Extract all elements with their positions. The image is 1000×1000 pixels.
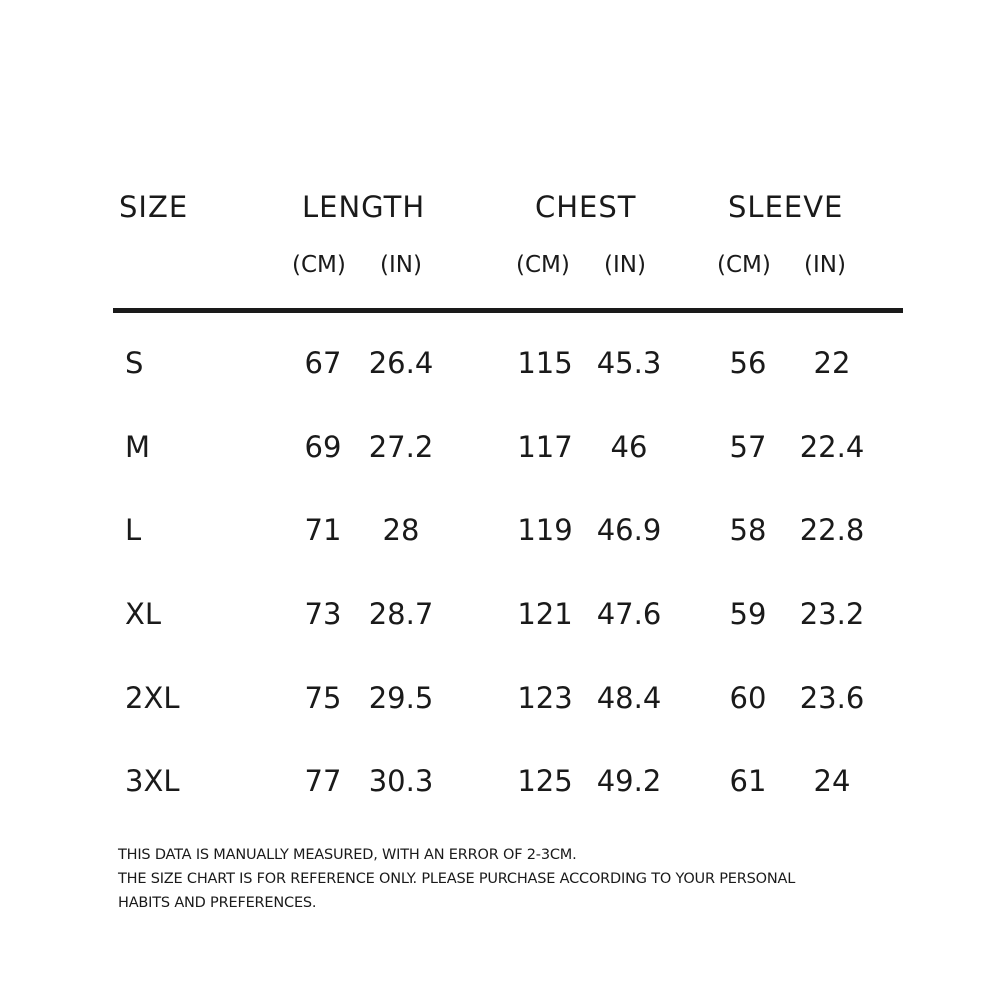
cell-sleeve-in: 22 bbox=[813, 346, 851, 380]
cell-sleeve-in: 22.8 bbox=[799, 513, 865, 547]
unit-length-in: (IN) bbox=[380, 252, 422, 278]
cell-size: S bbox=[125, 346, 144, 380]
cell-sleeve-in: 23.6 bbox=[799, 681, 865, 715]
cell-length-in: 30.3 bbox=[368, 764, 434, 798]
cell-length-in: 28 bbox=[382, 513, 420, 547]
cell-length-cm: 67 bbox=[304, 346, 342, 380]
cell-chest-in: 47.6 bbox=[596, 597, 662, 631]
cell-size: XL bbox=[125, 597, 162, 631]
cell-sleeve-cm: 61 bbox=[729, 764, 767, 798]
cell-chest-cm: 115 bbox=[517, 346, 573, 380]
cell-size: 3XL bbox=[125, 764, 180, 798]
cell-size: L bbox=[125, 513, 142, 547]
cell-sleeve-cm: 60 bbox=[729, 681, 767, 715]
header-length: LENGTH bbox=[302, 190, 426, 224]
cell-size: M bbox=[125, 430, 151, 464]
cell-length-in: 27.2 bbox=[368, 430, 434, 464]
cell-sleeve-in: 22.4 bbox=[799, 430, 865, 464]
cell-length-in: 29.5 bbox=[368, 681, 434, 715]
unit-sleeve-in: (IN) bbox=[804, 252, 846, 278]
cell-chest-cm: 123 bbox=[517, 681, 573, 715]
note-line-2: THE SIZE CHART IS FOR REFERENCE ONLY. PLEASE PURCHASE ACCORDING TO YOUR PERSONAL bbox=[118, 871, 796, 887]
table-row bbox=[0, 425, 1000, 469]
table-row bbox=[0, 508, 1000, 552]
cell-sleeve-in: 23.2 bbox=[799, 597, 865, 631]
unit-sleeve-cm: (CM) bbox=[717, 252, 771, 278]
cell-chest-cm: 119 bbox=[517, 513, 573, 547]
cell-sleeve-cm: 57 bbox=[729, 430, 767, 464]
cell-length-cm: 77 bbox=[304, 764, 342, 798]
cell-sleeve-cm: 58 bbox=[729, 513, 767, 547]
cell-chest-in: 48.4 bbox=[596, 681, 662, 715]
cell-sleeve-in: 24 bbox=[813, 764, 851, 798]
header-sleeve: SLEEVE bbox=[728, 190, 844, 224]
cell-chest-in: 46.9 bbox=[596, 513, 662, 547]
note-line-3: HABITS AND PREFERENCES. bbox=[118, 895, 317, 911]
cell-chest-in: 49.2 bbox=[596, 764, 662, 798]
cell-chest-cm: 117 bbox=[517, 430, 573, 464]
note-line-1: THIS DATA IS MANUALLY MEASURED, WITH AN ERROR OF 2-3CM. bbox=[118, 847, 577, 863]
cell-length-cm: 69 bbox=[304, 430, 342, 464]
cell-length-in: 26.4 bbox=[368, 346, 434, 380]
cell-chest-in: 45.3 bbox=[596, 346, 662, 380]
cell-length-in: 28.7 bbox=[368, 597, 434, 631]
cell-size: 2XL bbox=[125, 681, 180, 715]
cell-length-cm: 71 bbox=[304, 513, 342, 547]
cell-sleeve-cm: 59 bbox=[729, 597, 767, 631]
cell-sleeve-cm: 56 bbox=[729, 346, 767, 380]
cell-chest-cm: 125 bbox=[517, 764, 573, 798]
header-divider bbox=[113, 308, 903, 313]
unit-length-cm: (CM) bbox=[292, 252, 346, 278]
table-row bbox=[0, 676, 1000, 720]
table-row bbox=[0, 341, 1000, 385]
header-size: SIZE bbox=[119, 190, 189, 224]
unit-chest-in: (IN) bbox=[604, 252, 646, 278]
table-row bbox=[0, 592, 1000, 636]
cell-chest-cm: 121 bbox=[517, 597, 573, 631]
unit-chest-cm: (CM) bbox=[516, 252, 570, 278]
cell-length-cm: 75 bbox=[304, 681, 342, 715]
header-chest: CHEST bbox=[535, 190, 637, 224]
cell-length-cm: 73 bbox=[304, 597, 342, 631]
table-row bbox=[0, 759, 1000, 803]
cell-chest-in: 46 bbox=[610, 430, 648, 464]
